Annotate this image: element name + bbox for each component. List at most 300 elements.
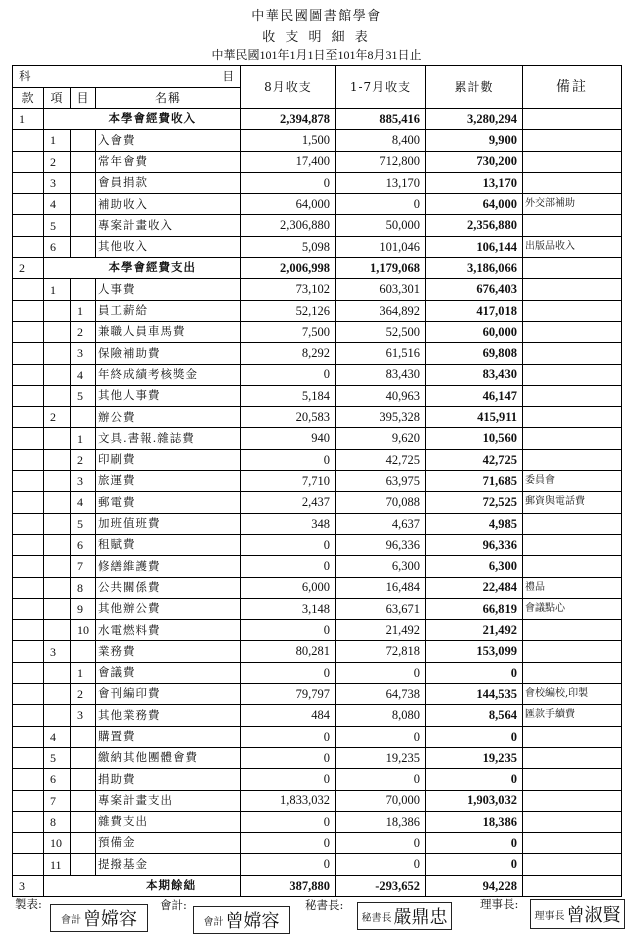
cumulative-amount: 676,403: [426, 279, 523, 300]
item-name: 兼職人員車馬費: [96, 321, 241, 342]
kuan-cell: [13, 343, 44, 364]
table-row: [13, 194, 622, 215]
table-row: [13, 598, 622, 619]
remark-cell: [523, 215, 622, 236]
cumulative-amount: 83,430: [426, 364, 523, 385]
xiang-cell: [44, 620, 71, 641]
jan-jul-amount: 96,336: [336, 534, 426, 555]
mu-cell: 2: [71, 321, 96, 342]
kuan-cell: [13, 449, 44, 470]
stamp-name: 嚴鼎忠: [393, 907, 448, 928]
cumulative-amount: 94,228: [426, 875, 523, 896]
august-amount: 2,306,880: [241, 215, 336, 236]
income-expense-table: [12, 65, 622, 897]
cumulative-amount: 69,808: [426, 343, 523, 364]
table-row: [13, 790, 622, 811]
remark-cell: [523, 662, 622, 683]
item-name: 會刊編印費: [96, 684, 241, 705]
august-amount: 73,102: [241, 279, 336, 300]
kuan-cell: [13, 747, 44, 768]
table-row: [13, 747, 622, 768]
mu-cell: 7: [71, 556, 96, 577]
kuan-cell: [13, 513, 44, 534]
august-amount: 2,394,878: [241, 109, 336, 130]
remark-cell: 外交部補助: [523, 194, 622, 215]
mu-cell: 10: [71, 620, 96, 641]
xiang-cell: 1: [44, 130, 71, 151]
item-name: 捐助費: [96, 769, 241, 790]
table-row: [13, 364, 622, 385]
table-row: [13, 854, 622, 875]
august-amount: 0: [241, 364, 336, 385]
item-name: 會議費: [96, 662, 241, 683]
item-name: 會員捐款: [96, 172, 241, 193]
xiang-cell: 5: [44, 747, 71, 768]
kuan-cell: [13, 279, 44, 300]
remark-cell: [523, 534, 622, 555]
august-amount: 0: [241, 534, 336, 555]
kuan-cell: [13, 811, 44, 832]
cumulative-amount: 13,170: [426, 172, 523, 193]
mu-cell: 3: [71, 471, 96, 492]
item-name: 水電燃料費: [96, 620, 241, 641]
mu-cell: [71, 641, 96, 662]
jan-jul-amount: 70,088: [336, 492, 426, 513]
august-amount: 52,126: [241, 300, 336, 321]
jan-jul-amount: 19,235: [336, 747, 426, 768]
table-row: [13, 620, 622, 641]
cumulative-amount: 730,200: [426, 151, 523, 172]
cumulative-amount: 21,492: [426, 620, 523, 641]
xiang-cell: [44, 321, 71, 342]
item-name: 補助收入: [96, 194, 241, 215]
jan-jul-amount: 21,492: [336, 620, 426, 641]
august-amount: 0: [241, 556, 336, 577]
mu-cell: 1: [71, 300, 96, 321]
table-row: [13, 641, 622, 662]
remark-cell: [523, 790, 622, 811]
account-heading: [13, 66, 241, 88]
august-amount: 2,006,998: [241, 258, 336, 279]
stamp-role: 會計: [203, 916, 224, 928]
remark-cell: [523, 385, 622, 406]
august-amount: 3,148: [241, 598, 336, 619]
accountant-label: 會計:: [160, 898, 187, 912]
august-amount: 7,500: [241, 321, 336, 342]
mu-cell: [71, 236, 96, 257]
cumulative-amount: 22,484: [426, 577, 523, 598]
accountant-stamp: [193, 906, 290, 934]
item-name: 入會費: [96, 130, 241, 151]
remark-cell: [523, 513, 622, 534]
kuan-cell: [13, 598, 44, 619]
section-row: [13, 109, 622, 130]
table-row: [13, 236, 622, 257]
jan-jul-amount: 6,300: [336, 556, 426, 577]
remark-cell: [523, 769, 622, 790]
item-name: 加班值班費: [96, 513, 241, 534]
august-amount: 484: [241, 705, 336, 726]
table-row: [13, 513, 622, 534]
table-row: [13, 492, 622, 513]
table-row: [13, 300, 622, 321]
xiang-cell: 7: [44, 790, 71, 811]
mu-cell: 5: [71, 385, 96, 406]
kuan-cell: [13, 705, 44, 726]
cumulative-amount: 72,525: [426, 492, 523, 513]
remark-cell: 出版品收入: [523, 236, 622, 257]
august-amount: 0: [241, 854, 336, 875]
stamp-role: 理事長: [534, 910, 565, 922]
item-name: 其他收入: [96, 236, 241, 257]
mu-cell: 6: [71, 534, 96, 555]
mu-cell: [71, 194, 96, 215]
cumulative-amount: 8,564: [426, 705, 523, 726]
xiang-cell: [44, 364, 71, 385]
mu-cell: 5: [71, 513, 96, 534]
kuan-cell: [13, 492, 44, 513]
jan-jul-amount: 0: [336, 854, 426, 875]
jan-jul-amount: 16,484: [336, 577, 426, 598]
remark-cell: [523, 449, 622, 470]
cumulative-amount: 9,900: [426, 130, 523, 151]
table-row: [13, 428, 622, 449]
kuan-cell: [13, 407, 44, 428]
august-amount: 940: [241, 428, 336, 449]
section-name: 本學會經費支出: [44, 258, 241, 279]
cumulative-amount: 0: [426, 769, 523, 790]
table-row: [13, 321, 622, 342]
stamp-name: 曾淑賢: [566, 905, 621, 926]
cumulative-amount: 60,000: [426, 321, 523, 342]
mu-cell: 2: [71, 449, 96, 470]
table-row: [13, 385, 622, 406]
kuan-cell: [13, 790, 44, 811]
jan-jul-amount: 50,000: [336, 215, 426, 236]
stamp-role: 會計: [61, 914, 81, 926]
remark-cell: [523, 130, 622, 151]
jan-jul-amount: 1,179,068: [336, 258, 426, 279]
mu-cell: 3: [71, 343, 96, 364]
kuan-cell: [13, 556, 44, 577]
cumulative-amount: 0: [426, 726, 523, 747]
jan-jul-amount: 63,671: [336, 598, 426, 619]
jan-jul-amount: 42,725: [336, 449, 426, 470]
item-name: 提撥基金: [96, 854, 241, 875]
jan-jul-amount: 0: [336, 833, 426, 854]
xiang-cell: [44, 300, 71, 321]
mu-cell: 3: [71, 705, 96, 726]
august-amount: 0: [241, 833, 336, 854]
kuan-cell: [13, 620, 44, 641]
jan-jul-amount: 0: [336, 662, 426, 683]
organization-title: 中華民國圖書館學會: [251, 9, 382, 24]
cumulative-amount: 3,280,294: [426, 109, 523, 130]
jan-jul-column-header: 1-7月收支: [336, 66, 426, 109]
secretary-general-stamp: [357, 902, 452, 930]
kuan-cell: [13, 534, 44, 555]
mu-cell: [71, 769, 96, 790]
item-name: 辦公費: [96, 407, 241, 428]
section-name: 本期餘絀: [44, 875, 241, 896]
xiang-cell: 4: [44, 194, 71, 215]
xiang-cell: [44, 662, 71, 683]
remark-cell: [523, 556, 622, 577]
cumulative-amount: 6,300: [426, 556, 523, 577]
table-row: [13, 215, 622, 236]
item-name: 其他辦公費: [96, 598, 241, 619]
stamp-name: 曾嫦容: [225, 911, 280, 932]
kuan-cell: [13, 428, 44, 449]
item-name: 常年會費: [96, 151, 241, 172]
section-row: [13, 875, 622, 896]
xiang-cell: 2: [44, 407, 71, 428]
kuan-cell: [13, 300, 44, 321]
august-amount: 0: [241, 662, 336, 683]
xiang-cell: 3: [44, 641, 71, 662]
mu-cell: 1: [71, 428, 96, 449]
xiang-cell: 2: [44, 151, 71, 172]
mu-cell: [71, 811, 96, 832]
remark-cell: [523, 428, 622, 449]
august-amount: 6,000: [241, 577, 336, 598]
xiang-cell: 1: [44, 279, 71, 300]
mu-cell: [71, 407, 96, 428]
xiang-cell: [44, 513, 71, 534]
table-row: [13, 151, 622, 172]
august-amount: 0: [241, 620, 336, 641]
august-amount: 80,281: [241, 641, 336, 662]
jan-jul-amount: 395,328: [336, 407, 426, 428]
remark-cell: [523, 811, 622, 832]
mu-cell: 8: [71, 577, 96, 598]
cumulative-amount: 0: [426, 854, 523, 875]
account-heading-left: 科: [19, 68, 31, 83]
remark-cell: [523, 172, 622, 193]
kuan-cell: [13, 471, 44, 492]
kuan-cell: [13, 172, 44, 193]
jan-jul-amount: 4,637: [336, 513, 426, 534]
kuan-cell: [13, 684, 44, 705]
remark-cell: 禮品: [523, 577, 622, 598]
cumulative-amount: 3,186,066: [426, 258, 523, 279]
xiang-cell: 4: [44, 726, 71, 747]
jan-jul-amount: 61,516: [336, 343, 426, 364]
xiang-cell: [44, 705, 71, 726]
cumulative-amount: 71,685: [426, 471, 523, 492]
august-amount: 387,880: [241, 875, 336, 896]
secretary-general-label: 秘書長:: [305, 898, 344, 912]
xiang-cell: 6: [44, 236, 71, 257]
cumulative-amount: 2,356,880: [426, 215, 523, 236]
kuan-cell: 2: [13, 258, 44, 279]
item-name: 租賦費: [96, 534, 241, 555]
jan-jul-amount: 72,818: [336, 641, 426, 662]
jan-jul-amount: 885,416: [336, 109, 426, 130]
cumulative-amount: 0: [426, 833, 523, 854]
jan-jul-amount: 603,301: [336, 279, 426, 300]
kuan-cell: [13, 321, 44, 342]
xiang-cell: [44, 577, 71, 598]
kuan-cell: [13, 236, 44, 257]
remark-cell: 會議點心: [523, 598, 622, 619]
table-row: [13, 833, 622, 854]
august-amount: 79,797: [241, 684, 336, 705]
kuan-cell: [13, 662, 44, 683]
remark-cell: [523, 875, 622, 896]
cumulative-amount: 66,819: [426, 598, 523, 619]
august-amount: 0: [241, 811, 336, 832]
remark-cell: [523, 364, 622, 385]
jan-jul-amount: 52,500: [336, 321, 426, 342]
kuan-cell: [13, 151, 44, 172]
remark-cell: 委員會: [523, 471, 622, 492]
kuan-column-header: 款: [13, 88, 44, 109]
item-name: 文具.書報.雜誌費: [96, 428, 241, 449]
jan-jul-amount: 0: [336, 726, 426, 747]
jan-jul-amount: 83,430: [336, 364, 426, 385]
kuan-cell: [13, 641, 44, 662]
mu-cell: 4: [71, 364, 96, 385]
cumulative-amount: 144,535: [426, 684, 523, 705]
remark-cell: 匯款手續費: [523, 705, 622, 726]
table-body: [13, 109, 622, 897]
table-row: [13, 343, 622, 364]
cumulative-amount: 19,235: [426, 747, 523, 768]
mu-cell: 4: [71, 492, 96, 513]
remark-cell: [523, 109, 622, 130]
remark-cell: [523, 747, 622, 768]
remark-cell: 郵資與電話費: [523, 492, 622, 513]
kuan-cell: [13, 726, 44, 747]
section-name: 本學會經費收入: [44, 109, 241, 130]
table-row: [13, 726, 622, 747]
august-amount: 7,710: [241, 471, 336, 492]
august-amount: 5,098: [241, 236, 336, 257]
jan-jul-amount: 0: [336, 769, 426, 790]
item-name: 年終成績考核獎金: [96, 364, 241, 385]
remark-cell: [523, 854, 622, 875]
kuan-cell: [13, 577, 44, 598]
item-name: 郵電費: [96, 492, 241, 513]
jan-jul-amount: 18,386: [336, 811, 426, 832]
table-row: [13, 577, 622, 598]
cumulative-amount: 4,985: [426, 513, 523, 534]
table-row: [13, 662, 622, 683]
xiang-cell: 8: [44, 811, 71, 832]
remark-cell: [523, 258, 622, 279]
remark-column-header: 備註: [523, 66, 622, 109]
cumulative-amount: 96,336: [426, 534, 523, 555]
cumulative-amount: 415,911: [426, 407, 523, 428]
cumulative-amount: 64,000: [426, 194, 523, 215]
table-row: [13, 705, 622, 726]
kuan-cell: [13, 215, 44, 236]
mu-cell: 2: [71, 684, 96, 705]
august-amount: 0: [241, 449, 336, 470]
table-row: [13, 811, 622, 832]
xiang-cell: [44, 556, 71, 577]
mu-cell: [71, 172, 96, 193]
cumulative-amount: 46,147: [426, 385, 523, 406]
xiang-cell: 10: [44, 833, 71, 854]
xiang-cell: [44, 471, 71, 492]
xiang-cell: 6: [44, 769, 71, 790]
name-column-header: 名稱: [96, 88, 241, 109]
jan-jul-amount: 8,080: [336, 705, 426, 726]
remark-cell: [523, 641, 622, 662]
cumulative-amount: 10,560: [426, 428, 523, 449]
august-amount: 0: [241, 172, 336, 193]
cumulative-amount: 0: [426, 662, 523, 683]
table-row: [13, 449, 622, 470]
august-amount: 8,292: [241, 343, 336, 364]
jan-jul-amount: 64,738: [336, 684, 426, 705]
august-amount: 0: [241, 747, 336, 768]
august-amount: 1,833,032: [241, 790, 336, 811]
jan-jul-amount: 364,892: [336, 300, 426, 321]
jan-jul-amount: 63,975: [336, 471, 426, 492]
xiang-cell: 11: [44, 854, 71, 875]
table-row: [13, 279, 622, 300]
xiang-cell: [44, 534, 71, 555]
cumulative-amount: 18,386: [426, 811, 523, 832]
mu-cell: [71, 130, 96, 151]
xiang-cell: [44, 343, 71, 364]
report-period: 中華民國101年1月1日至101年8月31日止: [211, 48, 422, 62]
remark-cell: 會校編校,印製: [523, 684, 622, 705]
kuan-cell: [13, 130, 44, 151]
item-name: 印刷費: [96, 449, 241, 470]
remark-cell: [523, 833, 622, 854]
mu-cell: [71, 854, 96, 875]
item-name: 繳納其他團體會費: [96, 747, 241, 768]
stamp-name: 曾嫦容: [83, 909, 137, 930]
xiang-cell: [44, 598, 71, 619]
table-row: [13, 130, 622, 151]
jan-jul-amount: 13,170: [336, 172, 426, 193]
remark-cell: [523, 343, 622, 364]
remark-cell: [523, 321, 622, 342]
item-name: 專案計畫支出: [96, 790, 241, 811]
kuan-cell: [13, 385, 44, 406]
mu-cell: [71, 747, 96, 768]
mu-cell: [71, 790, 96, 811]
mu-cell: [71, 151, 96, 172]
item-name: 其他人事費: [96, 385, 241, 406]
table-row: [13, 172, 622, 193]
remark-cell: [523, 279, 622, 300]
remark-cell: [523, 407, 622, 428]
august-amount: 17,400: [241, 151, 336, 172]
jan-jul-amount: 40,963: [336, 385, 426, 406]
item-name: 員工薪給: [96, 300, 241, 321]
cumulative-amount: 417,018: [426, 300, 523, 321]
kuan-cell: [13, 854, 44, 875]
item-name: 預備金: [96, 833, 241, 854]
table-row: [13, 769, 622, 790]
august-amount: 2,437: [241, 492, 336, 513]
mu-cell: 9: [71, 598, 96, 619]
item-name: 專案計畫收入: [96, 215, 241, 236]
item-name: 公共關係費: [96, 577, 241, 598]
kuan-cell: 1: [13, 109, 44, 130]
kuan-cell: [13, 194, 44, 215]
august-amount: 64,000: [241, 194, 336, 215]
august-amount: 0: [241, 726, 336, 747]
mu-cell: [71, 833, 96, 854]
xiang-cell: [44, 684, 71, 705]
